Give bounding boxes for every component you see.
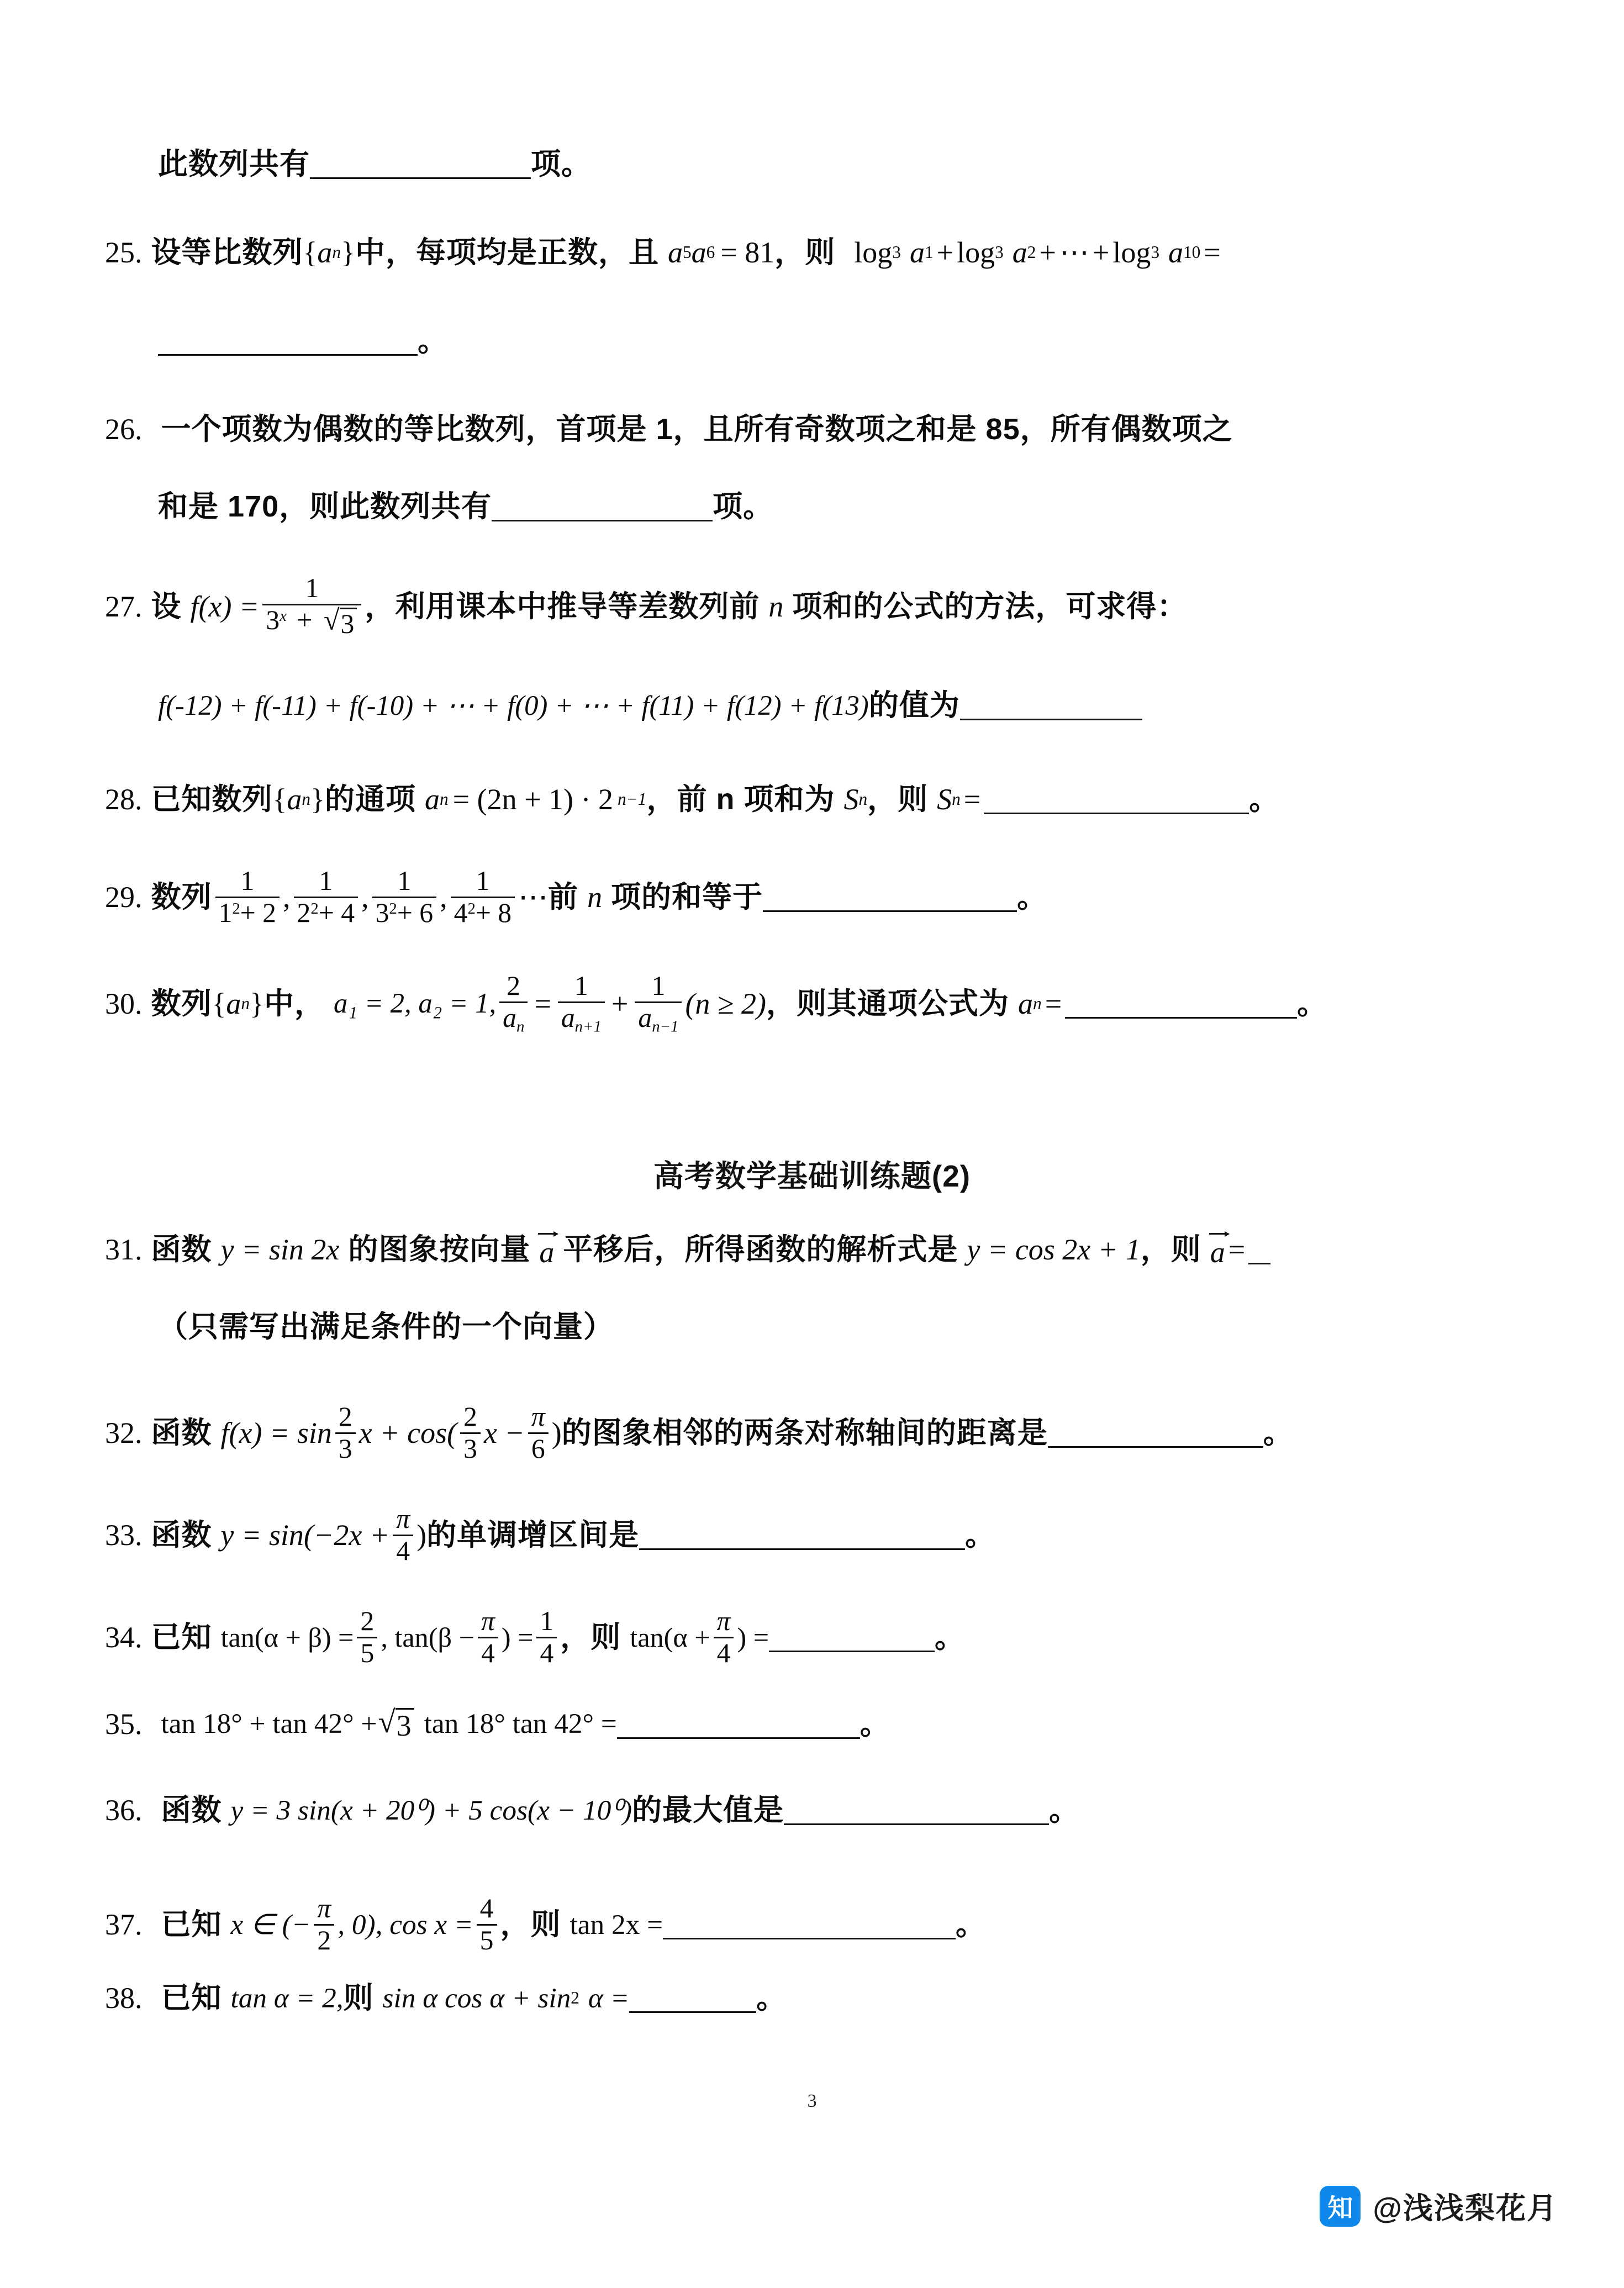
q25-seq-sub: n	[332, 242, 341, 262]
q29-t3-den	[372, 897, 437, 927]
zhihu-logo-icon: 知	[1320, 2186, 1361, 2227]
q31-line2: （只需写出满足条件的一个向量）	[158, 1310, 614, 1343]
q31-function-2: y = cos 2x + 1	[967, 1232, 1141, 1266]
q32-lead: 函数	[151, 1416, 212, 1450]
q34-t2: , tan(β −	[381, 1622, 474, 1653]
q25-log-base-3: 3	[1151, 242, 1160, 262]
q25-mid: 中，每项均是正数，且	[355, 236, 659, 269]
q29-t2-base: 2	[297, 897, 311, 928]
q37-number: 37.	[105, 1908, 143, 1942]
q38-number: 38.	[105, 1981, 143, 2015]
q28-mid3: ，则	[867, 783, 929, 816]
q25-log-idx-3: 10	[1183, 242, 1201, 262]
q30-seq-var: a	[226, 987, 241, 1020]
q34-t1: tan(α + β) =	[220, 1622, 354, 1653]
q26-line2-a: 和是 170，则此数列共有	[158, 490, 492, 524]
q35-expr-a: tan 18° + tan 42° +	[161, 1707, 377, 1739]
q25-a5: a	[668, 236, 683, 269]
q25-log-idx-1: 1	[924, 242, 934, 262]
q28-mid: 的通项	[325, 783, 416, 816]
question-37	[105, 1895, 986, 1954]
q34-period: 。	[935, 1621, 966, 1654]
answer-blank[interactable]	[1065, 989, 1297, 1019]
q36-number: 36.	[105, 1794, 143, 1827]
q30-frac-3	[635, 972, 682, 1035]
q25-period: 。	[418, 324, 448, 358]
answer-blank[interactable]	[784, 1795, 1049, 1825]
q30-range: (n ≥ 2)	[685, 987, 767, 1020]
q34-f3-den: 4	[536, 1637, 557, 1668]
q37-p2: , 0), cos x =	[338, 1909, 473, 1941]
q26-line1: 一个项数为偶数的等比数列，首项是 1，且所有奇数项之和是 85，所有偶数项之	[161, 413, 1233, 446]
q38-p3: sin α cos α + sin	[382, 1982, 571, 2014]
q32-f3-den: 6	[528, 1432, 549, 1463]
q31-vector-a-2: a	[1210, 1235, 1225, 1269]
q32-frac-3	[528, 1403, 549, 1463]
q34-frac-4	[714, 1607, 734, 1667]
q25-a5-sub: 5	[683, 242, 692, 262]
q25-a6-sub: 6	[706, 242, 715, 262]
q38-period: 。	[756, 1981, 787, 2015]
q32-x2: x −	[483, 1416, 525, 1450]
question-31	[105, 1232, 1270, 1267]
q31-function: y = sin 2x	[220, 1232, 340, 1266]
q33-frac-num: π	[396, 1504, 410, 1534]
question-32	[105, 1403, 1294, 1463]
q36-lead: 函数	[161, 1794, 222, 1827]
q30-f1-var: a	[503, 1002, 516, 1033]
question-31-note	[158, 1312, 614, 1342]
q29-term-4	[451, 867, 515, 927]
q29-t3-base: 3	[375, 897, 389, 928]
q28-an: a	[425, 783, 440, 816]
q27-sqrt-value: 3	[340, 608, 357, 639]
q32-close-paren: )	[551, 1416, 562, 1450]
q25-a6: a	[691, 236, 706, 269]
q28-lead: 已知数列	[151, 783, 273, 816]
q27-var-n: n	[768, 590, 784, 624]
q30-frac-2	[558, 972, 605, 1035]
q32-function: f(x) = sin	[220, 1416, 332, 1450]
q30-f2-var: a	[561, 1002, 575, 1033]
q31-vector-a: a	[539, 1235, 555, 1269]
q34-f4-den: 4	[714, 1637, 734, 1668]
q30-f3-var: a	[638, 1002, 652, 1033]
answer-blank[interactable]	[158, 326, 418, 356]
q30-f2-num: 1	[574, 971, 588, 1001]
q34-frac-1	[357, 1607, 377, 1667]
q25-product-value: = 81	[720, 236, 775, 269]
q33-close-paren: )	[416, 1519, 427, 1552]
q29-t2-add: + 4	[318, 897, 355, 928]
answer-blank[interactable]	[1048, 1418, 1263, 1448]
q29-t3-num: 1	[397, 866, 412, 896]
q31-mid3: ，则	[1140, 1232, 1201, 1266]
q32-frac-1	[335, 1403, 356, 1463]
q29-t1-den	[215, 897, 280, 927]
q30-seq-sub: n	[241, 994, 250, 1014]
q33-fraction	[393, 1505, 413, 1565]
q29-t3-add: + 6	[397, 897, 434, 928]
q30-f3-num: 1	[651, 971, 666, 1001]
q27-frac-denominator	[262, 604, 361, 639]
q29-mid: 前	[548, 881, 579, 914]
q35-expr-b: tan 18° tan 42° =	[424, 1707, 617, 1739]
q32-f2-den: 3	[460, 1432, 481, 1463]
q29-t2-den	[294, 897, 358, 927]
q27-tail2: 项和的公式的方法，可求得：	[792, 590, 1188, 624]
q28-formula: = (2n + 1) · 2	[452, 783, 614, 816]
q32-f1-num: 2	[338, 1401, 352, 1432]
question-26	[105, 414, 1233, 444]
q34-f2-den: 4	[478, 1637, 498, 1668]
q28-seq-sub: n	[302, 789, 311, 809]
q25-equals: =	[1204, 236, 1221, 269]
q30-f3-den	[635, 1001, 682, 1035]
q33-function: y = sin(−2x +	[220, 1519, 390, 1552]
page-number: 3	[807, 2091, 817, 2111]
q36-function: y = 3 sin(x + 20⁰) + 5 cos(x − 10⁰)	[230, 1794, 632, 1826]
q37-f2-den: 5	[477, 1924, 497, 1955]
q28-exponent: n−1	[618, 789, 647, 809]
q27-frac-numerator: 1	[305, 573, 319, 603]
q30-plus: +	[611, 987, 629, 1020]
q32-x1: x + cos(	[358, 1416, 457, 1450]
q30-f2-den	[558, 1001, 605, 1035]
q29-t1-num: 1	[240, 866, 255, 896]
question-34	[105, 1607, 965, 1667]
q30-f3-sub: n−1	[652, 1018, 679, 1036]
q29-t1-base: 1	[218, 897, 233, 928]
q29-t1-add: + 2	[240, 897, 277, 928]
q35-number: 35.	[105, 1707, 143, 1741]
q33-tail: 的单调增区间是	[426, 1519, 640, 1552]
q28-mid2: ，前 n 项和为	[646, 783, 835, 816]
answer-blank[interactable]	[310, 149, 531, 179]
q34-t5: tan(α +	[630, 1622, 710, 1653]
q34-t4: ，则	[560, 1621, 621, 1654]
q25-then: 则	[805, 236, 836, 269]
question-29: 29. 数列 $\frac{1}{1^2+ 2}$ , $\frac{1}{2^2+ 4}$ , $\frac{1}{3^2+ 6}$ , $\frac{1}{4^2+ 8}$ ⋯ 前 n 项的和等于 。	[105, 866, 1048, 928]
q33-lead: 函数	[151, 1519, 212, 1552]
question-27-line2	[158, 689, 1142, 723]
question-38	[105, 1983, 787, 2013]
q37-f2-num: 4	[479, 1893, 494, 1923]
q27-function-name: f(x) =	[190, 590, 260, 624]
q29-t4-base: 4	[454, 897, 468, 928]
q32-f1-den: 3	[335, 1432, 356, 1463]
vector-arrow-icon	[1210, 1232, 1225, 1267]
q31-number: 31.	[105, 1232, 143, 1266]
q34-f1-den: 5	[357, 1637, 377, 1668]
q29-t2-num: 1	[319, 866, 333, 896]
q38-p2: 则	[343, 1981, 374, 2015]
q29-term-3	[372, 867, 437, 927]
q29-t2-exp: 2	[310, 899, 319, 918]
q28-an-sub: n	[440, 789, 449, 809]
q27-number: 27.	[105, 590, 143, 624]
q33-number: 33.	[105, 1519, 143, 1552]
q31-mid: 的图象按向量	[348, 1232, 531, 1266]
q32-f2-num: 2	[463, 1401, 477, 1432]
q32-tail: 的图象相邻的两条对称轴间的距离是	[561, 1416, 1048, 1450]
q28-seq-var: a	[287, 783, 302, 816]
q27-den-base: 3	[266, 604, 280, 635]
q34-f2-num: π	[481, 1606, 495, 1636]
q28-sn-sub: n	[858, 789, 868, 809]
answer-blank[interactable]	[629, 1983, 756, 2013]
q27-tail: ，利用课本中推导等差数列前	[365, 590, 760, 624]
q30-equals-2: =	[1045, 987, 1062, 1020]
q29-t3-exp: 2	[389, 899, 397, 918]
q37-frac-2	[477, 1895, 497, 1954]
q30-equals-1: =	[534, 987, 551, 1020]
q34-frac-3	[536, 1607, 557, 1667]
q37-f1-den: 2	[314, 1924, 334, 1955]
q32-number: 32.	[105, 1416, 143, 1450]
question-27	[105, 574, 1187, 639]
q34-f1-num: 2	[360, 1606, 375, 1636]
q38-p4: α =	[588, 1982, 630, 2014]
q29-lead: 数列	[151, 881, 212, 914]
q25-log-idx-2: 2	[1027, 242, 1036, 262]
q35-period: 。	[860, 1707, 890, 1741]
q38-exponent: 2	[571, 1988, 579, 2008]
q33-frac-den: 4	[393, 1535, 413, 1565]
answer-blank[interactable]	[492, 492, 713, 521]
q30-lead: 数列	[151, 987, 212, 1020]
q30-an-sub: n	[1033, 994, 1042, 1014]
q37-p3: ，则	[500, 1908, 561, 1942]
q37-frac-1	[314, 1895, 334, 1954]
q27-line2-tail: 的值为	[868, 689, 960, 723]
q31-equals: =	[1228, 1232, 1246, 1266]
q25-log-base-2: 3	[995, 242, 1004, 262]
q36-tail: 的最大值是	[632, 1794, 784, 1827]
q30-tail: ，则其通项公式为	[766, 987, 1010, 1020]
q37-p4: tan 2x =	[570, 1909, 663, 1941]
q31-lead: 函数	[151, 1232, 212, 1266]
section-heading: 高考数学基础训练题(2)	[653, 1159, 971, 1193]
q32-f3-num: π	[531, 1401, 545, 1432]
question-30: 30. 数列 { a n } 中， a₁ = 2, a₂ = 1, $\frac{2}{a_n}$ = $\frac{1}{a_{n+1}}$ + $\frac{1}{a_{n-1}}$ (n ≥ 2) ，则其通项公式为 a n = 。	[105, 971, 1328, 1036]
answer-blank[interactable]	[1248, 1235, 1270, 1264]
q36-period: 。	[1049, 1794, 1080, 1827]
q34-number: 34.	[105, 1621, 143, 1654]
question-33	[105, 1505, 995, 1565]
q30-f2-sub: n+1	[574, 1018, 602, 1036]
sqrt-icon: √ 3	[324, 607, 357, 639]
q28-sn2: S	[937, 783, 952, 816]
q29-t4-den	[451, 897, 515, 927]
q28-sn2-sub: n	[952, 789, 961, 809]
question-36	[105, 1795, 1079, 1825]
q29-tail: 项的和等于	[611, 881, 763, 914]
watermark-handle: @浅浅梨花月	[1373, 2192, 1558, 2225]
q25-seq-var: a	[317, 236, 333, 269]
q30-f1-den	[499, 1001, 528, 1035]
q32-period: 。	[1263, 1416, 1294, 1450]
q29-dots: ⋯	[518, 881, 549, 914]
q25-number: 25.	[105, 236, 143, 269]
answer-blank[interactable]	[617, 1709, 860, 1738]
q37-period: 。	[956, 1908, 987, 1942]
q28-equals: =	[963, 783, 981, 816]
q28-sn: S	[843, 783, 859, 816]
q31-mid2: 平移后，所得函数的解析式是	[563, 1232, 958, 1266]
q24-text-before: 此数列共有	[158, 147, 310, 181]
question-25-answer-line	[158, 326, 448, 356]
q34-frac-2	[478, 1607, 498, 1667]
q29-period: 。	[1017, 881, 1048, 914]
q28-period: 。	[1249, 783, 1280, 816]
question-35	[105, 1707, 890, 1741]
q34-f4-num: π	[716, 1606, 731, 1636]
watermark	[1320, 2185, 1558, 2227]
q30-number: 30.	[105, 987, 143, 1020]
q38-lead: 已知	[161, 1981, 222, 2015]
sqrt-icon: √ 3	[378, 1707, 414, 1741]
q29-t4-exp: 2	[467, 899, 476, 918]
q34-f3-num: 1	[540, 1606, 554, 1636]
question-24-tail	[158, 149, 592, 179]
q29-t4-add: + 8	[475, 897, 512, 928]
q30-an: a	[1018, 987, 1034, 1020]
q26-line2-b: 项。	[713, 490, 774, 524]
answer-blank[interactable]	[960, 690, 1142, 720]
q25-dots: ⋯	[1059, 236, 1089, 269]
q30-initial-conditions: a₁ = 2, a₂ = 1,	[334, 988, 497, 1019]
q30-frac-1	[499, 972, 528, 1035]
q37-lead: 已知	[161, 1908, 222, 1942]
q27-fraction	[262, 574, 361, 639]
q28-number: 28.	[105, 783, 143, 816]
q32-frac-2	[460, 1403, 481, 1463]
q29-number: 29.	[105, 881, 143, 914]
q29-t1-exp: 2	[232, 899, 240, 918]
q34-lead: 已知	[151, 1621, 212, 1654]
q34-t3: ) =	[501, 1622, 534, 1653]
q27-den-exp: x	[280, 607, 287, 625]
answer-blank[interactable]	[663, 1910, 956, 1939]
q30-f1-num: 2	[507, 971, 521, 1001]
q27-sum-expression: f(-12) + f(-11) + f(-10) + ⋯ + f(0) + ⋯ + f(11) + f(12) + f(13)	[158, 689, 869, 721]
q27-lead: 设	[151, 590, 182, 624]
answer-blank[interactable]	[769, 1622, 935, 1652]
q33-period: 。	[965, 1519, 996, 1552]
q30-period: 。	[1297, 987, 1328, 1020]
q26-number: 26.	[105, 413, 143, 446]
q29-t4-num: 1	[476, 866, 490, 896]
q27-den-plus: +	[297, 604, 313, 635]
answer-blank[interactable]	[639, 1520, 965, 1550]
q35-sqrt-value: 3	[396, 1708, 414, 1741]
q38-p1: tan α = 2,	[230, 1982, 344, 2014]
question-28: 28. 已知数列 { a n } 的通项 a n = (2n + 1) · 2 n−1 ，前 n 项和为 S n ，则 S n = 。	[105, 783, 1280, 816]
q24-text-after: 项。	[531, 147, 592, 181]
q37-p1: x ∈ (−	[230, 1909, 311, 1941]
q30-f1-sub: n	[516, 1018, 525, 1036]
q29-term-1	[215, 867, 280, 927]
vector-arrow-icon	[539, 1232, 554, 1267]
q25-log-base-1: 3	[892, 242, 901, 262]
question-26-line2	[158, 490, 774, 524]
answer-blank[interactable]	[984, 784, 1249, 814]
q34-t6: ) =	[737, 1622, 769, 1653]
q29-var-n: n	[587, 881, 603, 914]
q25-lead: 设等比数列	[151, 236, 303, 269]
q37-f1-num: π	[317, 1893, 331, 1923]
question-25: 25. 设等比数列 { a n } 中，每项均是正数，且 a 5 a 6 = 81 ， 则 log 3 a 1 + log 3 a 2 + ⋯ + log 3 a 10 =	[105, 238, 1224, 267]
q29-term-2	[294, 867, 358, 927]
answer-blank[interactable]	[763, 882, 1017, 912]
q30-mid: 中，	[264, 987, 325, 1020]
